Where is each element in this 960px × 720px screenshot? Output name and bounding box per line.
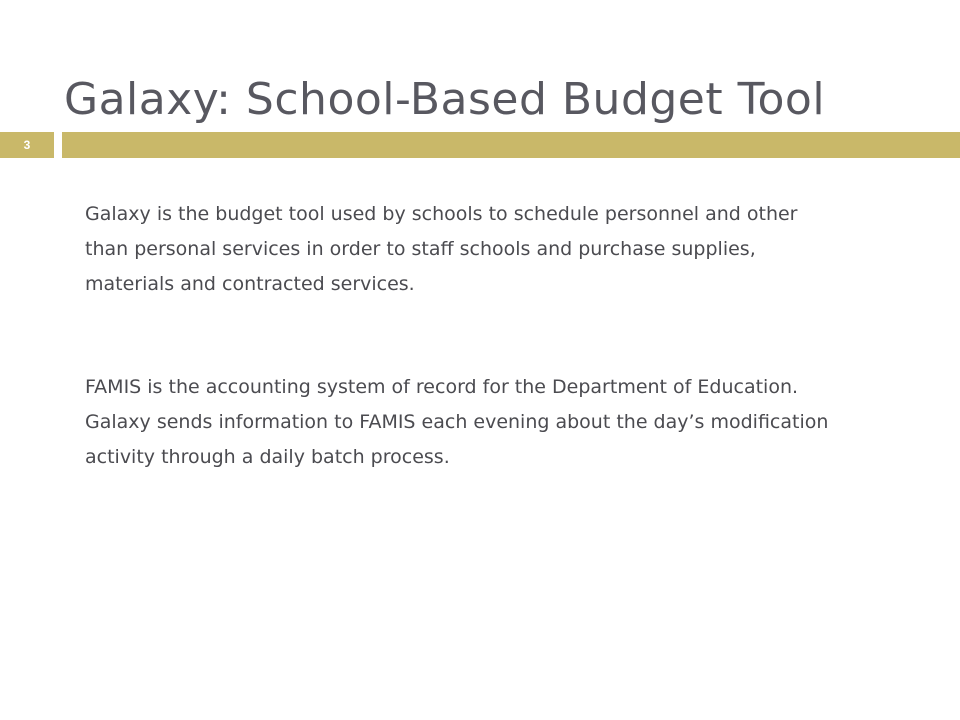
title-divider-bar bbox=[62, 132, 960, 158]
famis-description-paragraph: FAMIS is the accounting system of record for the Department of Education. Galaxy sends information to FAMIS each evening about the day’s modification activity through a daily batch process. bbox=[85, 376, 829, 468]
galaxy-description-paragraph: Galaxy is the budget tool used by schools to schedule personnel and other than personal services in order to staff schools and purchase supplies, materials and contracted services. bbox=[85, 203, 798, 295]
slide-title: Galaxy: School-Based Budget Tool bbox=[64, 74, 826, 125]
slide-number: 3 bbox=[0, 132, 54, 158]
